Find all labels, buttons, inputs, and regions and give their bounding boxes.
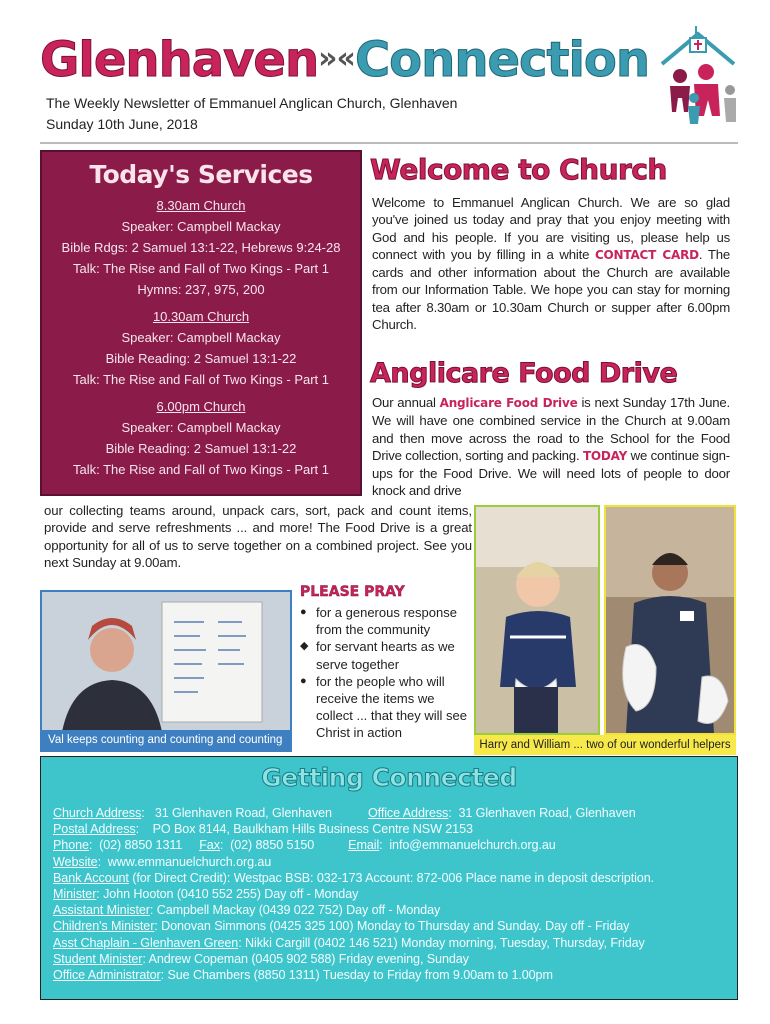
contact-details: [53, 805, 733, 983]
food-drive-paragraph-continued: our collecting teams around, unpack cars, sort, pack and count items, provide and serve refreshments ... and more! The Food Drive is a great opportunity for all of us to serve together on a combined project. See you next Sunday at 9.00am.: [44, 503, 472, 571]
childrens-minister-row: Children's Minister: Donovan Simmons (0425 325 100) Monday to Thursday and Sunday. Day off - Friday: [53, 919, 630, 934]
phone-row: Phone: (02) 8850 1311 Fax: (02) 8850 5150 Email: info@emmanuelchurch.org.au: [53, 838, 556, 853]
photo-val-counting: [40, 590, 292, 752]
please-pray-heading: PLEASE PRAY: [300, 584, 405, 600]
title-connection: Connection: [354, 32, 650, 88]
food-drive-paragraph: [372, 394, 730, 500]
service-line: Speaker: Campbell Mackay: [121, 330, 281, 345]
office-admin-row: Office Administrator: Sue Chambers (8850 1311) Tuesday to Friday from 9.00am to 1.00pm: [53, 968, 553, 983]
header-divider: [40, 142, 738, 144]
email-link[interactable]: info@emmanuelchurch.org.au: [389, 838, 556, 853]
service-line: Talk: The Rise and Fall of Two Kings - Part 1: [72, 462, 330, 477]
title-glenhaven: Glenhaven: [40, 32, 319, 88]
val-photo-illustration: [42, 592, 290, 732]
newsletter-subtitle: The Weekly Newsletter of Emmanuel Anglican Church, Glenhaven: [46, 95, 458, 111]
newsletter-title: [40, 28, 650, 90]
prayer-list: [300, 604, 468, 742]
food-text-c: we continue sign-ups for the Food Drive. We will need lots of people to door knock and drive: [372, 447, 730, 499]
service-block-830: [42, 195, 360, 300]
welcome-heading: Welcome to Church: [370, 153, 667, 186]
minister-row: Minister: John Hooton (0410 552 255) Day off - Monday: [53, 887, 359, 902]
service-title: 10.30am Church: [152, 309, 250, 324]
website-row: Website: www.emmanuelchurch.org.au: [53, 854, 272, 869]
postal-row: Postal Address: PO Box 8144, Baulkham Hills Business Centre NSW 2153: [53, 822, 473, 837]
service-block-600: [42, 396, 360, 480]
food-drive-heading: Anglicare Food Drive: [370, 358, 678, 389]
service-line: Talk: The Rise and Fall of Two Kings - Part 1: [72, 261, 330, 276]
prayer-item: ● for the people who will receive the items we collect ... that they will see Christ in action: [300, 673, 468, 741]
service-line: Bible Rdgs: 2 Samuel 13:1-22, Hebrews 9:24-28: [61, 240, 341, 255]
kids-photo-caption: Harry and William ... two of our wonderful helpers: [474, 735, 736, 755]
service-line: Speaker: Campbell Mackay: [121, 219, 281, 234]
chaplain-row: Asst Chaplain - Glenhaven Green: Nikki Cargill (0402 146 521) Monday morning, Tuesday, Thursday, Friday: [53, 935, 645, 950]
bullet-icon: ◆: [300, 640, 309, 653]
welcome-text-a: Welcome to Emmanuel Anglican Church. We are so glad you've joined us today and pray that you enjoy meeting with God and his people. If you are visiting us, please help us connect with you by filling in a white: [372, 195, 730, 262]
welcome-text-b: . The cards and other information about the Church are available from our Information Table. We hope you can stay for morning tea after 8.30am or 10.30am Church or supper after 6.00pm Church.: [372, 246, 730, 333]
val-photo-caption: Val keeps counting and counting and counting: [42, 730, 290, 750]
service-line: Speaker: Campbell Mackay: [121, 420, 281, 435]
service-line: Hymns: 237, 975, 200: [137, 282, 265, 297]
service-line: Bible Reading: 2 Samuel 13:1-22: [105, 441, 297, 456]
church-family-logo: [640, 16, 750, 136]
food-text-a: Our annual: [372, 395, 440, 410]
bullet-icon: ●: [300, 606, 307, 618]
service-title: 8.30am Church: [156, 198, 246, 213]
prayer-item: ● for a generous response from the community: [300, 605, 457, 638]
photo-harry-and-william: [474, 505, 736, 755]
food-drive-highlight: Anglicare Food Drive: [439, 396, 578, 410]
bullet-icon: ●: [300, 674, 307, 687]
service-block-1030: [42, 306, 360, 390]
today-highlight: TODAY: [582, 448, 628, 463]
bank-row: Bank Account (for Direct Credit): Westpac BSB: 032-173 Account: 872-006 Place name in deposit description.: [53, 870, 655, 885]
title-quote-open: «: [336, 41, 355, 76]
newsletter-date: Sunday 10th June, 2018: [46, 116, 198, 132]
food-text-b: is next Sunday 17th June. We will have one combined service in the Church at 9.00am and then move across the road to the School for the Food Drive collection, sorting and packing.: [372, 395, 730, 463]
address-row: Church Address: 31 Glenhaven Road, Glenhaven Office Address: 31 Glenhaven Road, Glenhaven: [53, 806, 636, 820]
service-line: Bible Reading: 2 Samuel 13:1-22: [105, 351, 297, 366]
photo-william: [604, 505, 736, 735]
assistant-minister-row: Assistant Minister: Campbell Mackay (0439 022 752) Day off - Monday: [53, 903, 441, 918]
contact-card-highlight: CONTACT CARD: [594, 247, 699, 262]
student-minister-row: Student Minister: Andrew Copeman (0405 902 588) Friday evening, Sunday: [53, 951, 469, 966]
getting-connected-box: [40, 756, 738, 1000]
welcome-paragraph: [372, 194, 730, 333]
prayer-item: ◆ for servant hearts as we serve together: [300, 639, 455, 672]
todays-services-box: [40, 150, 362, 496]
photo-harry: [474, 505, 600, 735]
service-line: Talk: The Rise and Fall of Two Kings - Part 1: [72, 372, 330, 387]
getting-connected-heading: Getting Connected: [261, 763, 517, 792]
website-link[interactable]: www.emmanuelchurch.org.au: [107, 854, 272, 869]
services-heading: Today's Services: [89, 160, 313, 189]
title-quote-close: »: [318, 41, 337, 76]
service-title: 6.00pm Church: [156, 399, 246, 414]
